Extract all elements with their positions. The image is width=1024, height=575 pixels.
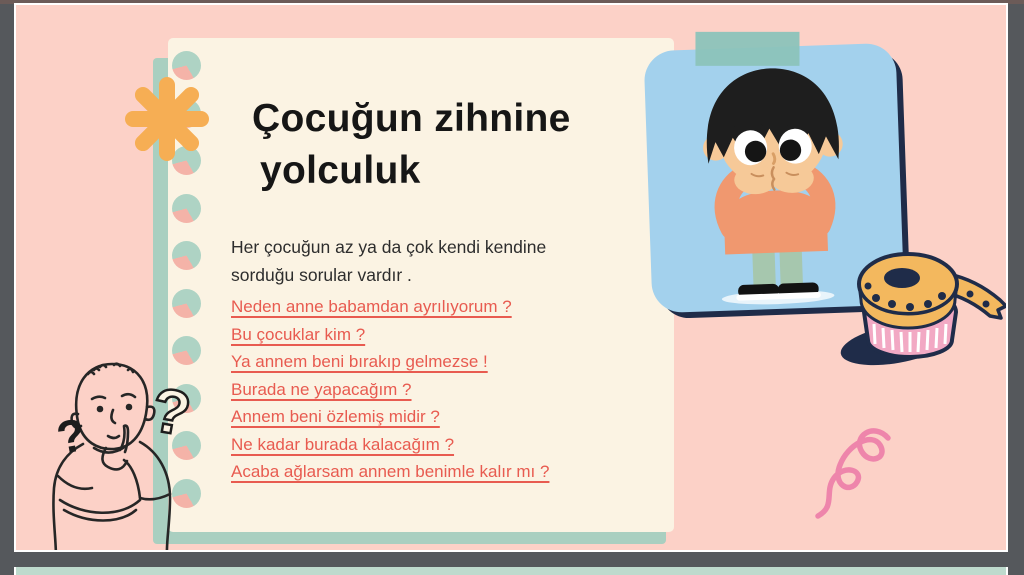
question-link[interactable]: Acaba ağlarsam annem benimle kalır mı ? [231, 462, 550, 481]
intro-line-2: sorduğu sorular vardır . [231, 264, 412, 285]
title-line-2: yolculuk [260, 149, 421, 193]
question-link[interactable]: Burada ne yapacağım ? [231, 379, 412, 399]
question-link[interactable]: Annem beni özlemiş midir ? [231, 407, 440, 426]
punch-hole [172, 289, 201, 318]
question-link[interactable]: Neden anne babamdan ayrılıyorum ? [231, 297, 512, 316]
question-mark-icon: ? [52, 407, 90, 465]
slide-canvas[interactable] [14, 3, 1008, 552]
question-link[interactable]: Bu çocuklar kim ? [231, 324, 366, 344]
curly-line-doodle [800, 428, 900, 524]
slide-title [252, 93, 652, 197]
next-slide-preview[interactable] [14, 567, 1008, 575]
question-link-list [231, 293, 549, 486]
punch-hole [172, 194, 201, 223]
intro-paragraph [231, 233, 611, 289]
question-link[interactable]: Ne kadar burada kalacağım ? [231, 434, 455, 454]
asterisk-flower-icon [123, 75, 211, 163]
punch-hole [172, 241, 201, 270]
question-mark-outline-icon: ? [146, 375, 196, 450]
question-link[interactable]: Ya annem beni bırakıp gelmezse ! [231, 352, 488, 371]
washi-tape-roll-icon [838, 240, 1008, 373]
intro-line-1: Her çocuğun az ya da çok kendi kendine [231, 236, 547, 257]
title-line-1: Çocuğun zihnine [252, 97, 571, 141]
